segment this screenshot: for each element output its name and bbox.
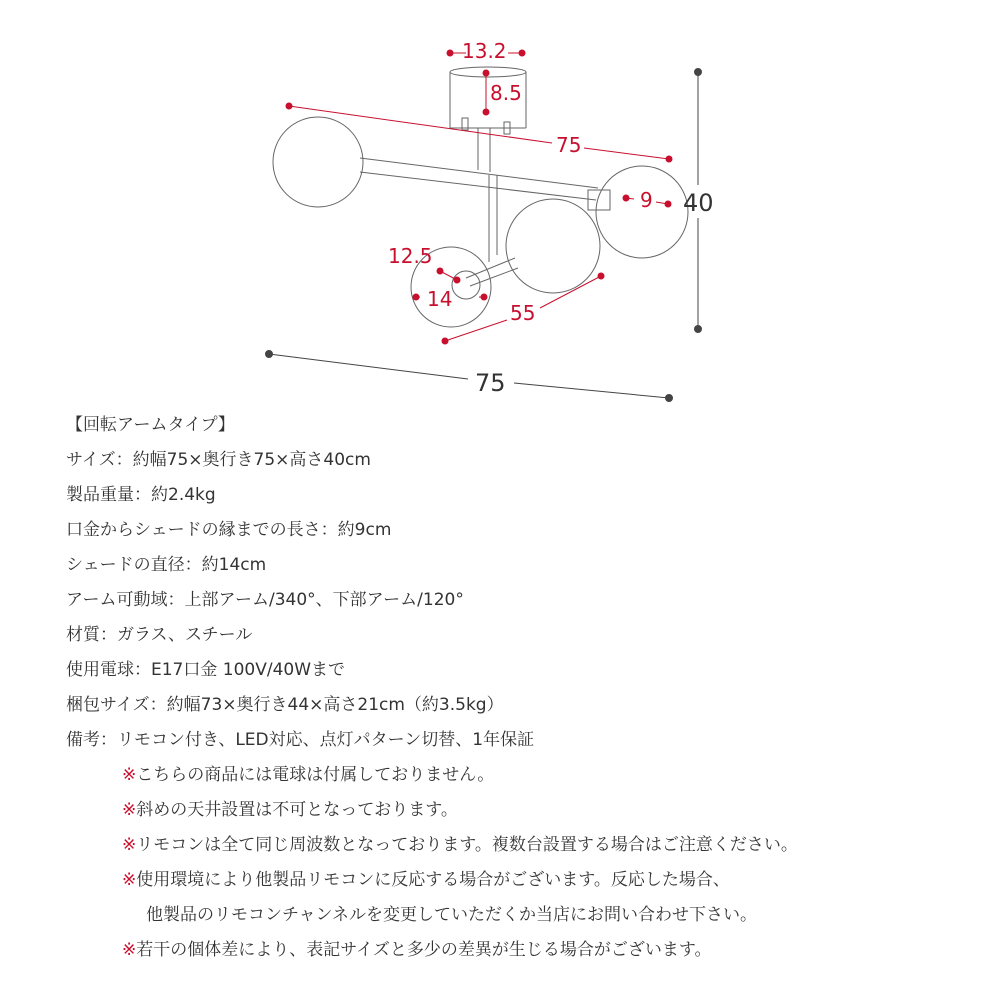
spec-list	[66, 408, 986, 968]
spec-sep: ：	[320, 520, 338, 540]
spec-row	[66, 548, 986, 583]
dim-shade-b-label: 14	[427, 287, 453, 311]
stem	[478, 128, 497, 262]
spec-row	[66, 618, 986, 653]
dim-overall-width-line	[266, 351, 673, 402]
spec-value: リモコン付き、LED対応、点灯パターン切替、1年保証	[117, 730, 535, 750]
spec-value: 約2.4kg	[151, 485, 216, 505]
dim-socket-shade-label: 9	[640, 188, 653, 212]
note-row	[66, 758, 986, 793]
spec-value: 上部アーム/340°、下部アーム/120°	[184, 590, 464, 610]
spec-row	[66, 723, 986, 758]
note-text: 他製品のリモコンチャンネルを変更していただくか当店にお問い合わせ下さい。	[146, 905, 757, 925]
red-dimension-lines	[286, 50, 672, 344]
note-text: 使用環境により他製品リモコンに反応する場合がございます。反応した場合、	[136, 870, 730, 890]
spec-label: アーム可動域	[66, 590, 168, 610]
shade-upper-right	[596, 166, 688, 258]
note-text: 斜めの天井設置は不可となっております。	[136, 800, 458, 820]
note-mark: ※	[122, 870, 137, 890]
spec-sep: ：	[100, 730, 117, 750]
note-mark: ※	[122, 765, 137, 785]
spec-title: 【回転アームタイプ】	[66, 415, 235, 435]
spec-sep: ：	[149, 695, 167, 715]
spec-label: 口金からシェードの縁までの長さ	[66, 520, 321, 540]
dim-shade-a-line	[437, 268, 460, 283]
spec-sep: ：	[167, 590, 185, 610]
dim-canopy-height-label: 8.5	[490, 81, 522, 105]
socket-lower-left	[452, 271, 480, 299]
lower-arm	[466, 258, 518, 286]
spec-sep: ：	[134, 660, 151, 680]
note-text: 若干の個体差により、表記サイズと多少の差異が生じる場合がございます。	[136, 940, 712, 960]
note-continuation	[66, 898, 986, 933]
spec-label: シェードの直径	[66, 555, 185, 575]
spec-label: 梱包サイズ	[66, 695, 150, 715]
upper-arm	[360, 158, 598, 200]
dim-shade-a-label: 12.5	[388, 244, 433, 268]
spec-value: 約9cm	[337, 520, 392, 540]
socket-upper-right	[588, 190, 610, 210]
spec-row	[66, 513, 986, 548]
spec-value: E17口金 100V/40Wまで	[151, 660, 346, 680]
spec-sep: ：	[134, 485, 151, 505]
spec-row	[66, 583, 986, 618]
note-mark: ※	[122, 940, 137, 960]
spec-sep: ：	[100, 625, 117, 645]
spec-label: サイズ	[66, 450, 116, 470]
shade-upper-left	[273, 117, 363, 207]
note-text: リモコンは全て同じ周波数となっております。複数台設置する場合はご注意ください。	[136, 835, 798, 855]
note-row	[66, 828, 986, 863]
spec-label: 使用電球	[66, 660, 134, 680]
dim-lower-span-label: 55	[510, 301, 536, 325]
dim-upper-span-line	[286, 103, 672, 162]
dim-overall-width-label: 75	[475, 369, 506, 397]
shade-lower-right	[506, 199, 600, 293]
note-mark: ※	[122, 800, 137, 820]
spec-row	[66, 688, 986, 723]
spec-row	[66, 443, 986, 478]
dim-height-label: 40	[683, 189, 714, 217]
dimension-diagram	[0, 0, 1000, 410]
spec-sep: ：	[184, 555, 202, 575]
note-row	[66, 863, 986, 898]
spec-value: 約幅73×奥行き44×高さ21cm（約3.5kg）	[166, 695, 504, 715]
note-mark: ※	[122, 835, 137, 855]
spec-value: ガラス、スチール	[117, 625, 253, 645]
spec-row	[66, 653, 986, 688]
note-row	[66, 933, 986, 968]
spec-sep: ：	[115, 450, 133, 470]
dim-canopy-width-label: 13.2	[462, 39, 507, 63]
spec-value: 約14cm	[201, 555, 267, 575]
note-row	[66, 793, 986, 828]
spec-label: 備考	[66, 730, 100, 750]
dim-upper-span-label: 75	[556, 133, 582, 157]
spec-label: 製品重量	[66, 485, 134, 505]
spec-row	[66, 478, 986, 513]
spec-value: 約幅75×奥行き75×高さ40cm	[132, 450, 371, 470]
spec-label: 材質	[66, 625, 100, 645]
note-text: こちらの商品には電球は付属しておりません。	[136, 765, 495, 785]
